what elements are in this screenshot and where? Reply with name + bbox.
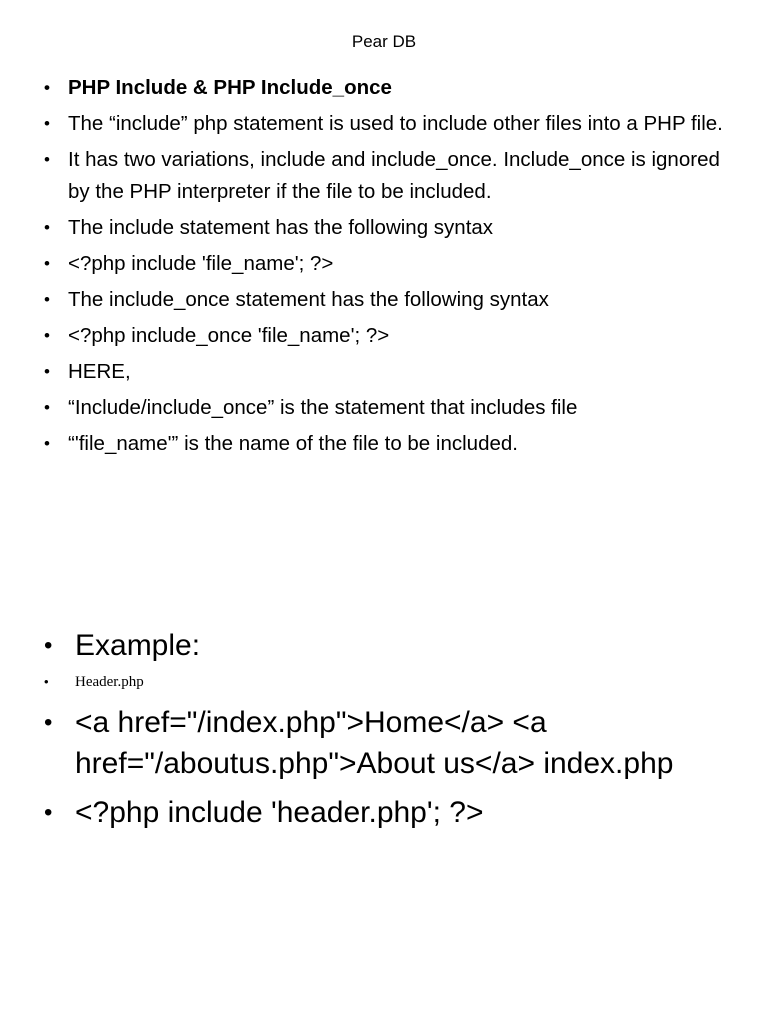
list-item: • “'file_name'” is the name of the file to be included. <box>68 428 728 460</box>
page-title: Pear DB <box>351 32 417 51</box>
list-item: • The include_once statement has the following syntax <box>68 284 728 316</box>
example-code-list <box>75 702 735 841</box>
list-item: • The include statement has the following syntax <box>68 212 728 244</box>
list-item: • <?php include 'file_name'; ?> <box>68 248 728 280</box>
list-item: • <?php include_once 'file_name'; ?> <box>68 320 728 352</box>
list-item: • The “include” php statement is used to include other files into a PHP file. <box>68 108 728 140</box>
list-item-heading: • PHP Include & PHP Include_once <box>68 72 728 104</box>
list-item: • “Include/include_once” is the statement that includes file <box>68 392 728 424</box>
code-list-item: • <a href="/index.php">Home</a> <a href="/aboutus.php">About us</a> index.php <box>75 702 735 784</box>
example-heading: • Example: <box>75 625 735 667</box>
example-heading-list <box>75 625 735 667</box>
example-filename-list <box>75 672 735 692</box>
list-item: • It has two variations, include and include_once. Include_once is ignored by the PHP interpreter if the file to be included. <box>68 144 728 207</box>
code-list-item: • <?php include 'header.php'; ?> <box>75 792 735 833</box>
intro-bullet-list <box>68 72 728 464</box>
example-filename: • Header.php <box>75 672 735 692</box>
list-item: • HERE, <box>68 356 728 388</box>
